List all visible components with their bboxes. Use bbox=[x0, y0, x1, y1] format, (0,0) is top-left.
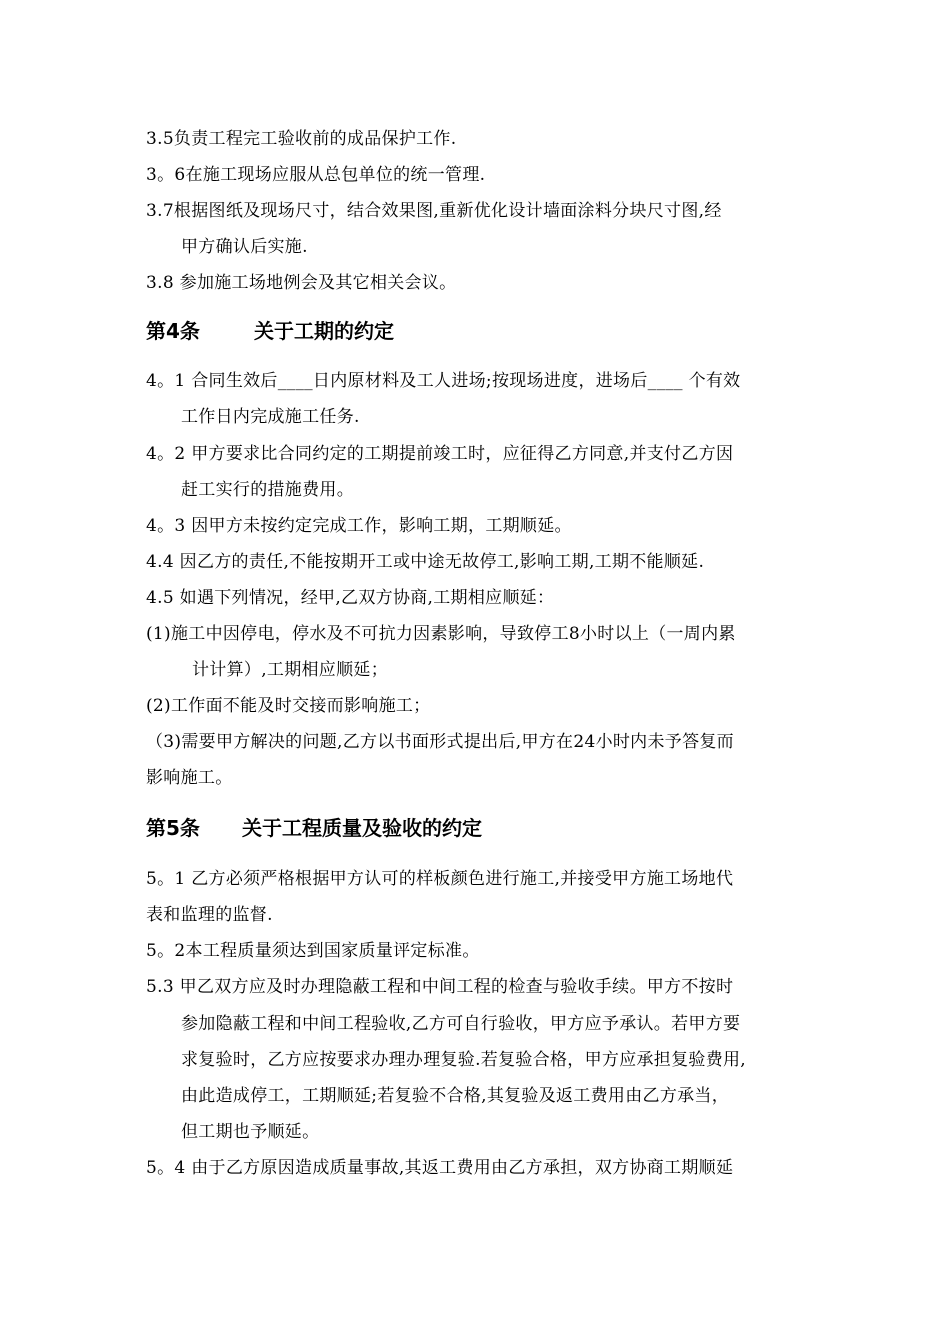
section-4-number: 第4条 bbox=[146, 319, 200, 343]
clause-4-5-item-1: (1)施工中因停电，停水及不可抗力因素影响，导致停工8小时以上（一周内累 bbox=[146, 624, 736, 644]
clause-5-2: 5。2本工程质量须达到国家质量评定标准。 bbox=[146, 941, 480, 961]
clause-3-7: 3.7根据图纸及现场尺寸，结合效果图,重新优化设计墙面涂料分块尺寸图,经 bbox=[146, 201, 722, 221]
clause-5-3-cont-1: 参加隐蔽工程和中间工程验收,乙方可自行验收，甲方应予承认。若甲方要 bbox=[181, 1014, 741, 1034]
clause-3-7-cont: 甲方确认后实施. bbox=[181, 237, 308, 257]
section-4-title: 关于工期的约定 bbox=[254, 319, 394, 343]
clause-4-5-item-3: （3)需要甲方解决的问题,乙方以书面形式提出后,甲方在24小时内未予答复而 bbox=[146, 732, 734, 752]
clause-5-3-cont-2: 求复验时，乙方应按要求办理办理复验.若复验合格，甲方应承担复验费用, bbox=[181, 1050, 747, 1070]
clause-5-1-cont: 表和监理的监督. bbox=[146, 905, 273, 925]
clause-4-5-item-3-cont: 影响施工。 bbox=[146, 768, 233, 788]
clause-5-3-cont-4: 但工期也予顺延。 bbox=[181, 1122, 320, 1142]
clause-4-1-cont: 工作日内完成施工任务. bbox=[181, 407, 360, 427]
section-5-title: 关于工程质量及验收的约定 bbox=[242, 816, 482, 840]
clause-4-1: 4。1 合同生效后____日内原材料及工人进场;按现场进度，进场后____ 个有效 bbox=[146, 371, 741, 391]
clause-3-8: 3.8 参加施工场地例会及其它相关会议。 bbox=[146, 273, 457, 293]
clause-4-5-item-2: (2)工作面不能及时交接而影响施工； bbox=[146, 696, 431, 716]
clause-4-5: 4.5 如遇下列情况，经甲,乙双方协商,工期相应顺延： bbox=[146, 588, 555, 608]
clause-4-5-item-1-cont: 计计算）,工期相应顺延； bbox=[192, 660, 389, 680]
clause-5-4: 5。4 由于乙方原因造成质量事故,其返工费用由乙方承担，双方协商工期顺延 bbox=[146, 1158, 734, 1178]
clause-3-6: 3。6在施工现场应服从总包单位的统一管理. bbox=[146, 165, 486, 185]
clause-3-5: 3.5负责工程完工验收前的成品保护工作. bbox=[146, 129, 457, 149]
clause-4-2-cont: 赶工实行的措施费用。 bbox=[181, 480, 354, 500]
section-5-number: 第5条 bbox=[146, 816, 200, 840]
section-4-heading bbox=[146, 318, 394, 344]
clause-5-3: 5.3 甲乙双方应及时办理隐蔽工程和中间工程的检查与验收手续。甲方不按时 bbox=[146, 977, 734, 997]
clause-4-3: 4。3 因甲方未按约定完成工作，影响工期，工期顺延。 bbox=[146, 516, 572, 536]
clause-4-4: 4.4 因乙方的责任,不能按期开工或中途无故停工,影响工期,工期不能顺延. bbox=[146, 552, 705, 572]
clause-5-1: 5。1 乙方必须严格根据甲方认可的样板颜色进行施工,并接受甲方施工场地代 bbox=[146, 869, 734, 889]
clause-4-2: 4。2 甲方要求比合同约定的工期提前竣工时，应征得乙方同意,并支付乙方因 bbox=[146, 444, 734, 464]
section-5-heading bbox=[146, 815, 482, 841]
clause-5-3-cont-3: 由此造成停工，工期顺延;若复验不合格,其复验及返工费用由乙方承当， bbox=[181, 1086, 730, 1106]
